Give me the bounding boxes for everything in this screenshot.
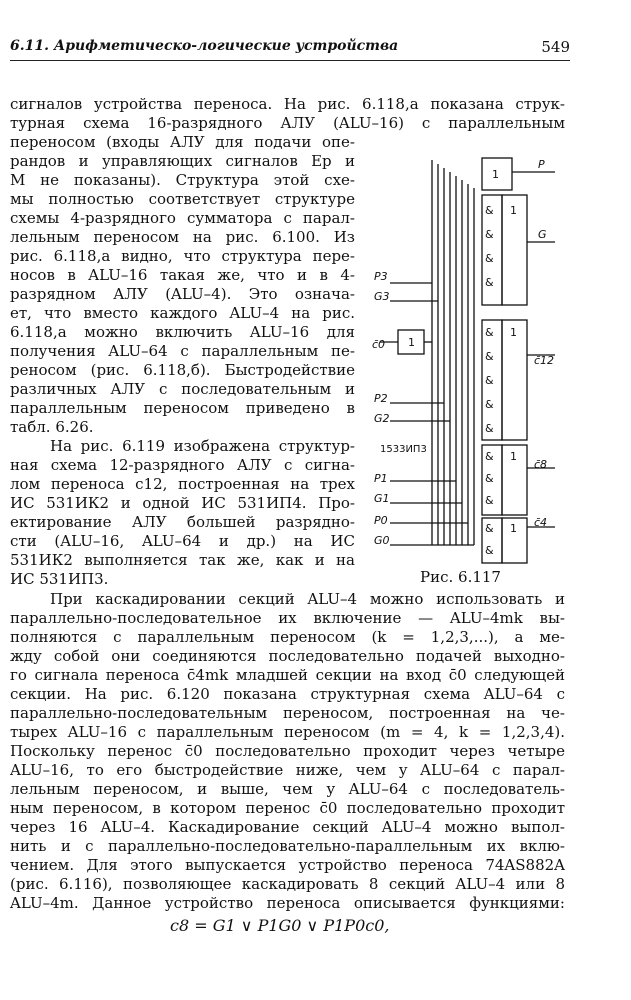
text-bottom: [10, 590, 565, 913]
text-line: разрядном АЛУ (ALU–4). Это означа-: [10, 285, 355, 303]
input-label-p0: P0: [374, 514, 388, 527]
and-gate-label: &: [485, 350, 494, 363]
page-number: 549: [541, 38, 570, 56]
text-line: рандов и управляющих сигналов Ep и: [10, 152, 355, 170]
text-line: чением. Для этого выпускается устройство переноса 74AS882A: [10, 856, 565, 874]
input-label-g3: G3: [374, 290, 390, 303]
input-label-p1: P1: [374, 472, 388, 485]
and-gate-label: &: [485, 398, 494, 411]
text-line: рис. 6.118,а видно, что структура пере-: [10, 247, 355, 265]
input-label-g0: G0: [374, 534, 390, 547]
text-line: параллельно-последовательным переносом, построенная на че-: [10, 704, 565, 722]
or-gate-label: 1: [510, 450, 517, 463]
and-gate-label: &: [485, 204, 494, 217]
text-line: лельным переносом, и выше, чем у ALU–64 с последователь-: [10, 780, 565, 798]
output-label-p: P: [538, 158, 545, 171]
or-gate-label: 1: [510, 326, 517, 339]
text-line: лом переноса c12, построенная на трех: [10, 475, 355, 493]
and-gate-label: &: [485, 494, 494, 507]
text-line: Поскольку перенос c̄0 последовательно проходит через четыре: [10, 742, 565, 760]
text-line: сти (ALU–16, ALU–64 и др.) на ИС: [10, 532, 355, 550]
figure-circuit: [370, 150, 570, 570]
text-line: схемы 4-разрядного сумматора с парал-: [10, 209, 355, 227]
input-label-g1: G1: [374, 492, 390, 505]
text-line: через 16 ALU–4. Каскадирование секций ALU–4 можно выпол-: [10, 818, 565, 836]
formula: c8 = G1 ∨ P1G0 ∨ P1P0c0,: [170, 916, 390, 935]
text-line: носов в ALU–16 такая же, что и в 4-: [10, 266, 355, 284]
or-gate-label: 1: [510, 204, 517, 217]
text-line: го сигнала переноса c̄4mk младшей секции на вход c̄0 следующей: [10, 666, 565, 684]
output-label-c12: c̄12: [534, 354, 555, 367]
or-gate-label: 1: [510, 522, 517, 535]
text-line: При каскадировании секций ALU–4 можно использовать и: [50, 590, 565, 608]
text-line: ет, что вместо каждого ALU–4 на рис.: [10, 304, 355, 322]
text-top: [10, 95, 565, 133]
text-line: лельным переносом на рис. 6.100. Из: [10, 228, 355, 246]
text-line: 531ИК2 выполняется так же, как и на: [10, 551, 355, 569]
text-line: ALU–16, то его быстродействие ниже, чем у ALU–64 с парал-: [10, 761, 565, 779]
text-line: мы полностью соответствует структуре: [10, 190, 355, 208]
and-gate-label: &: [485, 374, 494, 387]
or-gate-label: 1: [492, 168, 499, 181]
and-gate-label: &: [485, 276, 494, 289]
text-line: ным переносом, в котором перенос c̄0 последовательно проходит: [10, 799, 565, 817]
text-line: ALU–4m. Данное устройство переноса описывается функциями:: [10, 894, 565, 912]
text-line: сигналов устройства переноса. На рис. 6.118,а показана струк-: [10, 95, 565, 113]
figure-caption: Рис. 6.117: [420, 568, 501, 586]
running-header: [10, 36, 570, 61]
text-line: параллельным переносом приведено в: [10, 399, 355, 417]
chip-label: 1533ИП3: [380, 444, 427, 455]
output-label-c8: c̄8: [534, 458, 548, 471]
input-label-c0: c̄0: [372, 338, 386, 351]
input-label-p3: P3: [374, 270, 388, 283]
text-line: различных АЛУ с последовательным и: [10, 380, 355, 398]
input-label-p2: P2: [374, 392, 388, 405]
and-gate-label: &: [485, 472, 494, 485]
text-line: тырех ALU–16 с параллельным переносом (m = 4, k = 1,2,3,4).: [10, 723, 565, 741]
text-left-column: [10, 133, 355, 589]
output-label-c4: c̄4: [534, 516, 548, 529]
text-line: реносом (рис. 6.118,б). Быстродействие: [10, 361, 355, 379]
text-line: 6.118,а можно включить ALU–16 для: [10, 323, 355, 341]
and-gate-label: &: [485, 228, 494, 241]
text-line: ИС 531ИП3.: [10, 570, 109, 588]
and-gate-label: &: [485, 544, 494, 557]
text-line: секции. На рис. 6.120 показана структурная схема ALU–64 с: [10, 685, 565, 703]
text-line: полняются с параллельным переносом (k = 1,2,3,...), а ме-: [10, 628, 565, 646]
text-line: переносом (входы АЛУ для подачи опе-: [10, 133, 355, 151]
text-line: M не показаны). Структура этой схе-: [10, 171, 355, 189]
input-label-g2: G2: [374, 412, 390, 425]
section-title: 6.11. Арифметическо-логические устройства: [10, 38, 399, 54]
text-line: жду собой они соединяются последовательно подачей выходно-: [10, 647, 565, 665]
text-line: получения ALU–64 с параллельным пе-: [10, 342, 355, 360]
text-line: ная схема 12-разрядного АЛУ с сигна-: [10, 456, 355, 474]
and-gate-label: &: [485, 450, 494, 463]
text-line: На рис. 6.119 изображена структур-: [50, 437, 355, 455]
text-line: параллельно-последовательное их включение — ALU–4mk вы-: [10, 609, 565, 627]
text-line: ИС 531ИК2 и одной ИС 531ИП4. Про-: [10, 494, 355, 512]
and-gate-label: &: [485, 522, 494, 535]
text-line: турная схема 16-разрядного АЛУ (ALU–16) с параллельным: [10, 114, 565, 132]
text-line: (рис. 6.116), позволяющее каскадировать 8 секций ALU–4 или 8: [10, 875, 565, 893]
and-gate-label: &: [485, 326, 494, 339]
inverter-label: 1: [408, 336, 415, 349]
text-line: нить и с параллельно-последовательно-параллельным их вклю-: [10, 837, 565, 855]
text-line: ектирование АЛУ большей разрядно-: [10, 513, 355, 531]
and-gate-label: &: [485, 252, 494, 265]
circuit-diagram: [370, 150, 570, 570]
and-gate-label: &: [485, 422, 494, 435]
text-line: табл. 6.26.: [10, 418, 94, 436]
output-label-g: G: [538, 228, 547, 241]
